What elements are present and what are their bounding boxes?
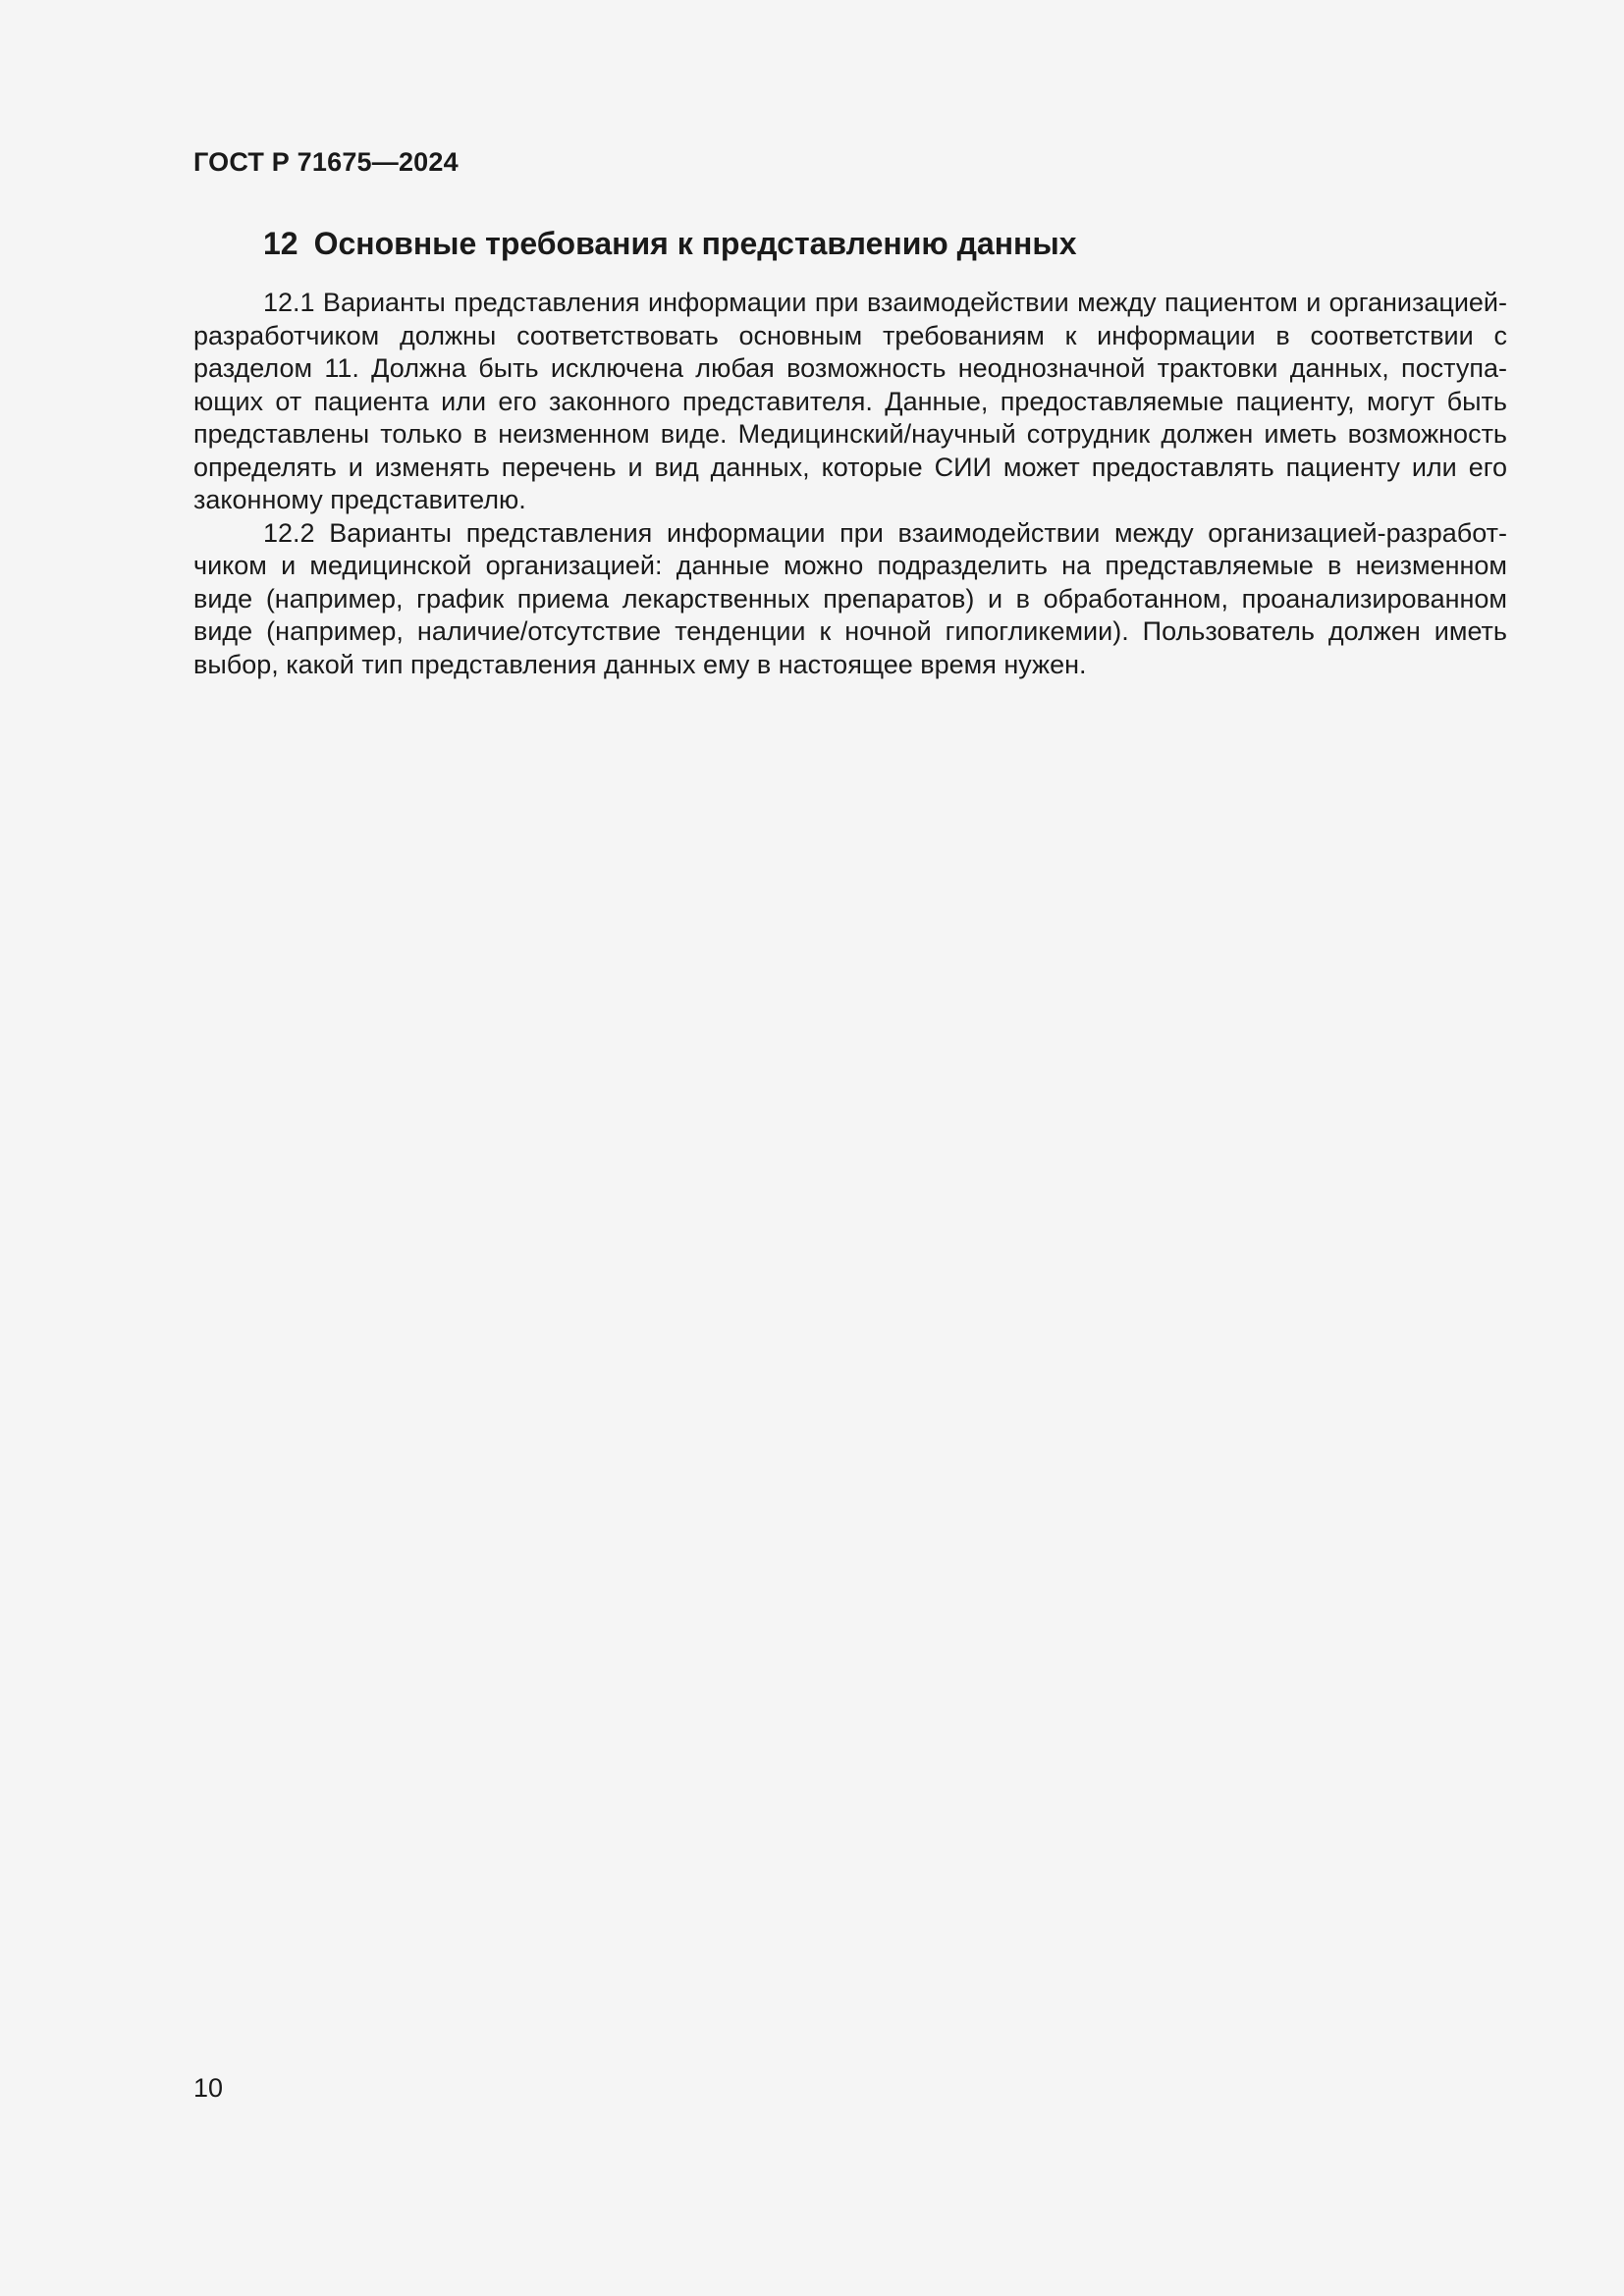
section-number: 12	[263, 226, 298, 261]
page-content	[193, 222, 1507, 681]
standard-header: ГОСТ Р 71675—2024	[193, 147, 459, 177]
paragraph-12-1: 12.1 Варианты представления информации при взаимодействии между пациентом и организацией-разработчиком должны соответствовать основным требованиям к информации в соответствии с разделом 11. Должна быть исключена любая возможность неоднозначной трактовки данных, поступающих от пациента или его законного представителя. Данные, предоставляемые пациенту, могут быть представлены только в неизменном виде. Медицинский/научный сотрудник должен иметь возможность определять и изменять перечень и вид данных, которые СИИ может предоставлять пациенту или его законному представителю.	[193, 288, 1507, 514]
section-heading	[193, 222, 1507, 265]
page-number: 10	[193, 2073, 224, 2103]
section-title: Основные требования к представлению данных	[313, 226, 1077, 261]
paragraph-12-2: 12.2 Варианты представления информации при взаимодействии между организацией-разработчиком и медицинской организацией: данные можно подразделить на представляемые в неизменном виде (например, график приема лекарственных препаратов) и в обработанном, проанализированном виде (например, наличие/отсутствие тенденции к ночной гипогликемии). Пользователь должен иметь выбор, какой тип представления данных ему в настоящее время нужен.	[193, 517, 1507, 679]
